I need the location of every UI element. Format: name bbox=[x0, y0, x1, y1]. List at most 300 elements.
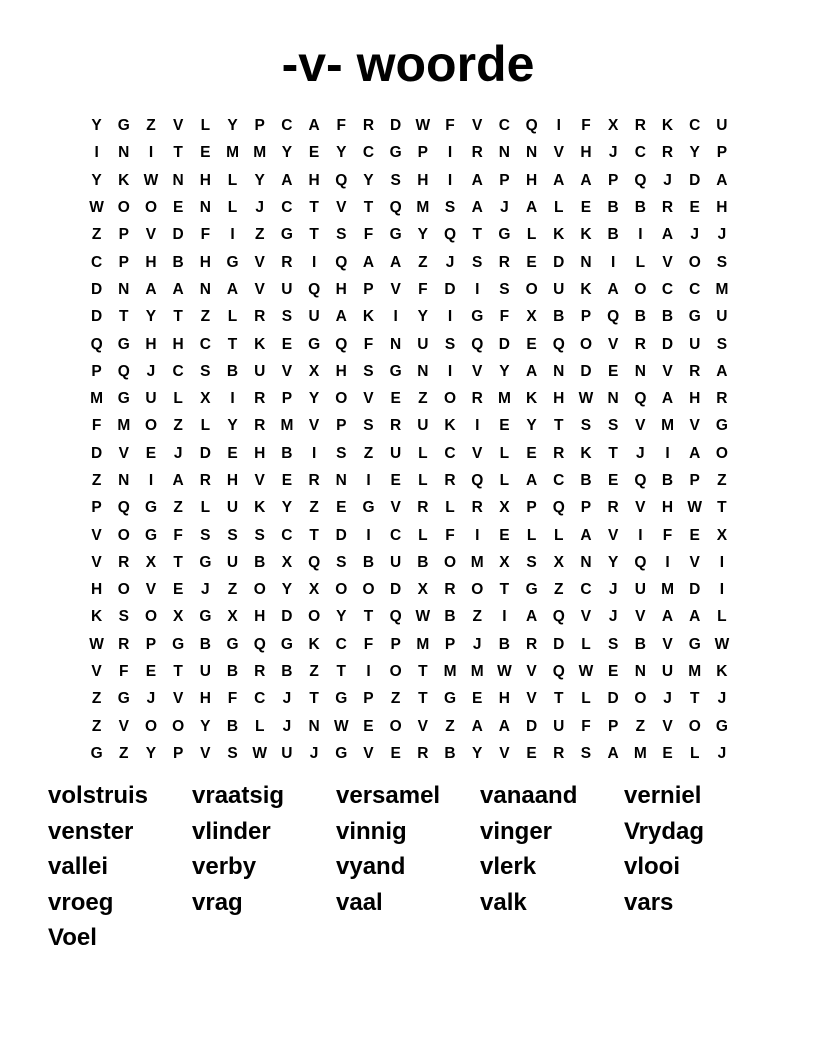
grid-letter: A bbox=[716, 171, 728, 189]
grid-letter: E bbox=[336, 499, 347, 517]
grid-letter: B bbox=[226, 362, 239, 380]
grid-letter: N bbox=[634, 663, 646, 681]
word-list-item: vroeg bbox=[48, 888, 114, 916]
grid-letter: O bbox=[444, 553, 457, 571]
grid-letter: G bbox=[335, 690, 348, 708]
grid-letter: L bbox=[227, 171, 238, 189]
grid-row bbox=[83, 603, 736, 630]
grid-letter: Y bbox=[472, 744, 483, 762]
grid-letter: Y bbox=[281, 499, 293, 517]
grid-letter: I bbox=[475, 417, 480, 435]
grid-row bbox=[83, 330, 736, 357]
grid-letter: B bbox=[634, 635, 646, 653]
grid-letter: I bbox=[638, 526, 643, 544]
grid-letter: N bbox=[118, 472, 130, 489]
grid-letter: N bbox=[172, 171, 184, 189]
grid-letter: V bbox=[363, 390, 374, 408]
grid-letter: W bbox=[415, 608, 431, 626]
grid-letter: N bbox=[118, 280, 130, 298]
grid-letter: V bbox=[472, 117, 483, 135]
grid-letter: Z bbox=[309, 499, 319, 517]
grid-letter: D bbox=[390, 117, 402, 135]
grid-letter: H bbox=[145, 253, 157, 271]
grid-letter: J bbox=[282, 717, 292, 735]
grid-letter: B bbox=[362, 553, 375, 571]
grid-letter: O bbox=[335, 390, 348, 408]
grid-letter: X bbox=[499, 499, 510, 517]
grid-row bbox=[83, 412, 736, 439]
grid-letter: V bbox=[118, 717, 129, 735]
grid-row bbox=[83, 358, 736, 385]
grid-letter: S bbox=[336, 226, 347, 244]
grid-letter: P bbox=[363, 690, 374, 708]
grid-letter: I bbox=[719, 553, 725, 571]
grid-letter: L bbox=[499, 472, 510, 489]
grid-letter: Y bbox=[363, 171, 374, 189]
grid-letter: V bbox=[172, 117, 184, 135]
grid-letter: O bbox=[117, 581, 130, 599]
word-search-grid bbox=[83, 112, 736, 767]
grid-letter: J bbox=[255, 199, 265, 217]
grid-letter: P bbox=[281, 390, 293, 408]
grid-letter: D bbox=[90, 280, 103, 298]
grid-letter: P bbox=[145, 635, 157, 653]
grid-letter: J bbox=[309, 744, 319, 762]
grid-letter: U bbox=[716, 308, 728, 326]
grid-letter: O bbox=[144, 608, 157, 626]
grid-letter: L bbox=[227, 199, 238, 217]
grid-letter: E bbox=[526, 335, 537, 353]
grid-letter: W bbox=[687, 499, 703, 517]
grid-letter: U bbox=[661, 663, 674, 681]
grid-letter: Z bbox=[200, 308, 211, 326]
grid-letter: G bbox=[688, 308, 701, 326]
grid-letter: I bbox=[311, 253, 317, 271]
grid-letter: E bbox=[172, 581, 184, 599]
grid-letter: T bbox=[309, 226, 319, 244]
grid-letter: K bbox=[90, 608, 103, 626]
grid-letter: D bbox=[444, 280, 456, 298]
grid-letter: I bbox=[94, 144, 99, 162]
grid-letter: G bbox=[199, 553, 212, 571]
grid-letter: A bbox=[172, 280, 184, 298]
grid-letter: A bbox=[661, 608, 674, 626]
grid-letter: A bbox=[525, 199, 538, 217]
grid-letter: T bbox=[418, 690, 428, 708]
grid-letter: Q bbox=[117, 499, 130, 517]
grid-letter: K bbox=[525, 390, 538, 408]
grid-letter: M bbox=[470, 663, 484, 681]
grid-letter: S bbox=[200, 362, 211, 380]
grid-letter: U bbox=[226, 499, 239, 517]
grid-letter: G bbox=[389, 226, 402, 244]
grid-letter: Q bbox=[552, 335, 565, 353]
grid-letter: G bbox=[362, 499, 375, 517]
grid-letter: D bbox=[498, 335, 510, 353]
grid-letter: V bbox=[635, 417, 646, 435]
grid-letter: A bbox=[172, 472, 184, 489]
grid-letter: H bbox=[553, 390, 565, 408]
grid-letter: H bbox=[716, 199, 728, 217]
grid-letter: O bbox=[389, 663, 402, 681]
grid-letter: E bbox=[526, 253, 537, 271]
grid-letter: K bbox=[580, 280, 592, 298]
grid-letter: H bbox=[226, 472, 239, 489]
grid-letter: O bbox=[444, 390, 457, 408]
grid-letter: I bbox=[475, 280, 480, 298]
grid-letter: P bbox=[254, 117, 265, 135]
grid-letter: C bbox=[335, 635, 347, 653]
grid-letter: A bbox=[498, 717, 510, 735]
grid-letter: O bbox=[688, 717, 701, 735]
grid-letter: J bbox=[500, 199, 509, 217]
grid-letter: Q bbox=[552, 663, 565, 681]
grid-letter: V bbox=[689, 417, 700, 435]
grid-letter: E bbox=[200, 144, 211, 162]
grid-row bbox=[83, 303, 736, 330]
grid-letter: Q bbox=[90, 335, 103, 353]
grid-letter: G bbox=[226, 635, 239, 653]
grid-letter: S bbox=[444, 335, 456, 353]
grid-letter: H bbox=[689, 390, 701, 408]
grid-letter: J bbox=[690, 226, 700, 244]
grid-letter: Y bbox=[336, 144, 347, 162]
grid-letter: P bbox=[91, 499, 102, 517]
grid-letter: W bbox=[497, 663, 512, 681]
grid-letter: J bbox=[636, 444, 645, 462]
grid-letter: V bbox=[200, 744, 211, 762]
grid-letter: P bbox=[444, 635, 456, 653]
grid-letter: X bbox=[417, 581, 429, 599]
word-list-item: venster bbox=[48, 817, 134, 845]
grid-letter: C bbox=[281, 117, 293, 135]
grid-row bbox=[83, 685, 736, 712]
page-title: -v- woorde bbox=[281, 36, 535, 92]
grid-letter: W bbox=[415, 117, 431, 135]
grid-letter: X bbox=[716, 526, 728, 544]
grid-letter: E bbox=[308, 144, 320, 162]
grid-letter: Z bbox=[254, 226, 265, 244]
grid-letter: L bbox=[717, 608, 727, 626]
grid-letter: V bbox=[662, 717, 673, 735]
grid-letter: Y bbox=[254, 171, 265, 189]
grid-letter: I bbox=[447, 362, 453, 380]
grid-letter: R bbox=[199, 472, 211, 489]
grid-letter: A bbox=[689, 444, 701, 462]
grid-letter: Q bbox=[471, 472, 484, 489]
grid-letter: X bbox=[607, 117, 619, 135]
grid-letter: C bbox=[580, 581, 592, 599]
grid-letter: X bbox=[200, 390, 211, 408]
grid-letter: Z bbox=[91, 472, 102, 489]
grid-letter: R bbox=[390, 417, 402, 435]
grid-letter: R bbox=[716, 390, 728, 408]
grid-letter: S bbox=[716, 253, 728, 271]
grid-letter: A bbox=[525, 472, 538, 489]
grid-letter: C bbox=[199, 335, 211, 353]
grid-letter: P bbox=[526, 499, 537, 517]
grid-row bbox=[83, 467, 736, 494]
grid-letter: C bbox=[689, 280, 701, 298]
grid-letter: T bbox=[309, 199, 319, 217]
grid-letter: M bbox=[90, 390, 104, 408]
grid-letter: Y bbox=[417, 308, 429, 326]
grid-letter: B bbox=[226, 663, 239, 681]
grid-letter: E bbox=[607, 362, 619, 380]
grid-letter: J bbox=[663, 171, 672, 189]
grid-letter: V bbox=[662, 362, 673, 380]
grid-letter: B bbox=[281, 444, 293, 462]
grid-letter: D bbox=[689, 171, 701, 189]
grid-letter: V bbox=[390, 280, 401, 298]
grid-letter: R bbox=[254, 663, 266, 681]
grid-row bbox=[83, 385, 736, 412]
grid-letter: M bbox=[497, 390, 511, 408]
grid-row bbox=[83, 194, 736, 221]
grid-letter: V bbox=[254, 280, 265, 298]
grid-letter: V bbox=[580, 608, 592, 626]
grid-letter: O bbox=[634, 690, 647, 708]
grid-letter: L bbox=[254, 717, 265, 735]
grid-letter: T bbox=[173, 308, 183, 326]
grid-letter: R bbox=[471, 390, 483, 408]
grid-letter: Y bbox=[145, 308, 157, 326]
grid-letter: X bbox=[172, 608, 184, 626]
grid-letter: A bbox=[607, 744, 619, 762]
grid-letter: K bbox=[118, 171, 130, 189]
word-list-item: Voel bbox=[48, 924, 97, 951]
grid-letter: X bbox=[145, 553, 157, 571]
grid-letter: Y bbox=[200, 717, 211, 735]
grid-letter: D bbox=[607, 690, 619, 708]
grid-letter: Z bbox=[418, 390, 428, 408]
grid-letter: O bbox=[634, 280, 647, 298]
word-list-item: vaal bbox=[336, 888, 383, 916]
grid-letter: E bbox=[499, 417, 510, 435]
grid-letter: E bbox=[526, 744, 537, 762]
grid-letter: V bbox=[526, 663, 537, 681]
grid-letter: R bbox=[553, 444, 565, 462]
grid-letter: J bbox=[146, 362, 156, 380]
grid-letter: D bbox=[335, 526, 347, 544]
grid-letter: W bbox=[714, 635, 730, 653]
grid-letter: G bbox=[117, 690, 130, 708]
grid-letter: W bbox=[89, 635, 104, 653]
grid-letter: V bbox=[336, 199, 347, 217]
grid-letter: Z bbox=[309, 663, 319, 681]
grid-letter: Q bbox=[335, 335, 348, 353]
grid-letter: J bbox=[173, 444, 183, 462]
grid-letter: T bbox=[119, 308, 129, 326]
grid-letter: V bbox=[254, 253, 265, 271]
grid-letter: H bbox=[199, 171, 211, 189]
grid-letter: E bbox=[499, 526, 510, 544]
grid-letter: L bbox=[200, 117, 211, 135]
grid-letter: S bbox=[281, 308, 293, 326]
grid-letter: P bbox=[118, 226, 129, 244]
grid-letter: Y bbox=[417, 226, 429, 244]
grid-letter: J bbox=[717, 690, 727, 708]
grid-letter: A bbox=[607, 280, 619, 298]
grid-letter: M bbox=[226, 144, 239, 162]
grid-letter: F bbox=[445, 117, 455, 135]
grid-letter: Y bbox=[689, 144, 700, 162]
grid-letter: O bbox=[688, 253, 701, 271]
grid-letter: K bbox=[580, 444, 592, 462]
grid-letter: Z bbox=[91, 226, 102, 244]
grid-letter: E bbox=[580, 199, 592, 217]
grid-letter: V bbox=[607, 526, 619, 544]
grid-letter: R bbox=[525, 635, 538, 653]
grid-letter: Y bbox=[308, 390, 320, 408]
grid-letter: L bbox=[445, 499, 455, 517]
grid-row bbox=[83, 248, 736, 275]
grid-letter: G bbox=[715, 717, 728, 735]
grid-letter: P bbox=[118, 253, 129, 271]
grid-letter: E bbox=[607, 663, 619, 681]
grid-letter: T bbox=[554, 690, 564, 708]
grid-letter: Z bbox=[390, 690, 401, 708]
grid-letter: B bbox=[553, 308, 565, 326]
grid-letter: L bbox=[418, 472, 428, 489]
grid-letter: P bbox=[580, 499, 592, 517]
grid-letter: C bbox=[281, 199, 293, 217]
grid-letter: O bbox=[144, 717, 157, 735]
grid-letter: J bbox=[472, 635, 482, 653]
grid-letter: O bbox=[715, 444, 728, 462]
grid-letter: F bbox=[363, 226, 374, 244]
grid-letter: F bbox=[581, 117, 591, 135]
grid-letter: S bbox=[444, 199, 456, 217]
grid-letter: R bbox=[254, 390, 266, 408]
grid-letter: G bbox=[389, 144, 402, 162]
grid-letter: B bbox=[607, 199, 619, 217]
grid-letter: Q bbox=[607, 308, 620, 326]
grid-letter: O bbox=[389, 717, 402, 735]
grid-letter: U bbox=[308, 308, 320, 326]
grid-letter: Z bbox=[418, 253, 428, 271]
grid-letter: O bbox=[362, 581, 375, 599]
grid-letter: J bbox=[608, 144, 618, 162]
grid-letter: J bbox=[201, 581, 210, 599]
grid-letter: N bbox=[607, 390, 619, 408]
grid-letter: Q bbox=[634, 472, 647, 489]
grid-letter: H bbox=[199, 253, 211, 271]
grid-letter: H bbox=[335, 280, 347, 298]
grid-letter: I bbox=[230, 390, 235, 408]
grid-letter: T bbox=[689, 690, 700, 708]
grid-letter: V bbox=[254, 472, 265, 489]
grid-letter: Y bbox=[91, 171, 102, 189]
grid-letter: O bbox=[144, 417, 157, 435]
grid-letter: M bbox=[688, 663, 702, 681]
grid-letter: K bbox=[362, 308, 375, 326]
grid-letter: E bbox=[281, 472, 293, 489]
grid-letter: S bbox=[580, 744, 592, 762]
grid-letter: O bbox=[253, 581, 266, 599]
grid-letter: B bbox=[444, 744, 456, 762]
grid-letter: N bbox=[580, 253, 592, 271]
grid-letter: B bbox=[444, 608, 456, 626]
grid-row bbox=[83, 494, 736, 521]
grid-letter: A bbox=[281, 171, 293, 189]
grid-letter: A bbox=[362, 253, 375, 271]
grid-letter: I bbox=[447, 308, 453, 326]
grid-letter: X bbox=[553, 553, 564, 571]
grid-letter: A bbox=[226, 280, 239, 298]
grid-letter: H bbox=[498, 690, 510, 708]
grid-letter: L bbox=[173, 390, 183, 408]
grid-letter: E bbox=[390, 744, 401, 762]
grid-letter: C bbox=[172, 362, 184, 380]
grid-letter: E bbox=[662, 744, 673, 762]
grid-letter: Y bbox=[91, 117, 102, 135]
grid-letter: V bbox=[472, 444, 483, 462]
grid-letter: T bbox=[309, 526, 319, 544]
grid-letter: F bbox=[363, 635, 374, 653]
grid-letter: D bbox=[525, 717, 538, 735]
grid-letter: I bbox=[148, 472, 154, 489]
grid-letter: G bbox=[525, 581, 538, 599]
grid-letter: D bbox=[172, 226, 184, 244]
grid-letter: L bbox=[635, 253, 646, 271]
grid-letter: G bbox=[117, 117, 130, 135]
grid-letter: R bbox=[689, 362, 701, 380]
grid-letter: L bbox=[581, 635, 591, 653]
word-list-item: vlinder bbox=[192, 817, 271, 845]
grid-letter: Z bbox=[227, 581, 238, 599]
grid-letter: N bbox=[199, 199, 211, 217]
grid-letter: Y bbox=[145, 744, 157, 762]
grid-letter: A bbox=[471, 171, 483, 189]
grid-letter: Y bbox=[336, 608, 347, 626]
grid-letter: I bbox=[366, 663, 371, 681]
grid-row bbox=[83, 167, 736, 194]
grid-letter: W bbox=[578, 663, 594, 681]
grid-letter: S bbox=[336, 444, 347, 462]
grid-letter: E bbox=[172, 199, 184, 217]
grid-letter: R bbox=[444, 581, 456, 599]
grid-letter: C bbox=[254, 690, 266, 708]
grid-letter: W bbox=[252, 744, 268, 762]
grid-letter: X bbox=[308, 581, 320, 599]
grid-letter: P bbox=[607, 171, 619, 189]
grid-letter: T bbox=[173, 663, 183, 681]
grid-letter: J bbox=[445, 253, 455, 271]
grid-letter: V bbox=[91, 553, 102, 571]
grid-letter: D bbox=[90, 444, 103, 462]
grid-letter: H bbox=[90, 581, 103, 599]
grid-letter: F bbox=[499, 308, 510, 326]
grid-letter: J bbox=[717, 744, 727, 762]
grid-row bbox=[83, 112, 736, 139]
grid-letter: J bbox=[663, 690, 672, 708]
grid-letter: N bbox=[199, 280, 211, 298]
grid-row bbox=[83, 713, 736, 740]
grid-letter: R bbox=[308, 472, 320, 489]
grid-letter: Q bbox=[117, 362, 130, 380]
grid-letter: B bbox=[199, 635, 211, 653]
grid-letter: B bbox=[634, 308, 646, 326]
grid-letter: X bbox=[526, 308, 537, 326]
grid-letter: M bbox=[661, 417, 674, 435]
grid-letter: S bbox=[227, 526, 238, 544]
grid-letter: V bbox=[91, 663, 102, 681]
grid-letter: T bbox=[608, 444, 618, 462]
grid-letter: E bbox=[607, 472, 619, 489]
grid-letter: T bbox=[472, 226, 482, 244]
grid-letter: L bbox=[227, 308, 238, 326]
